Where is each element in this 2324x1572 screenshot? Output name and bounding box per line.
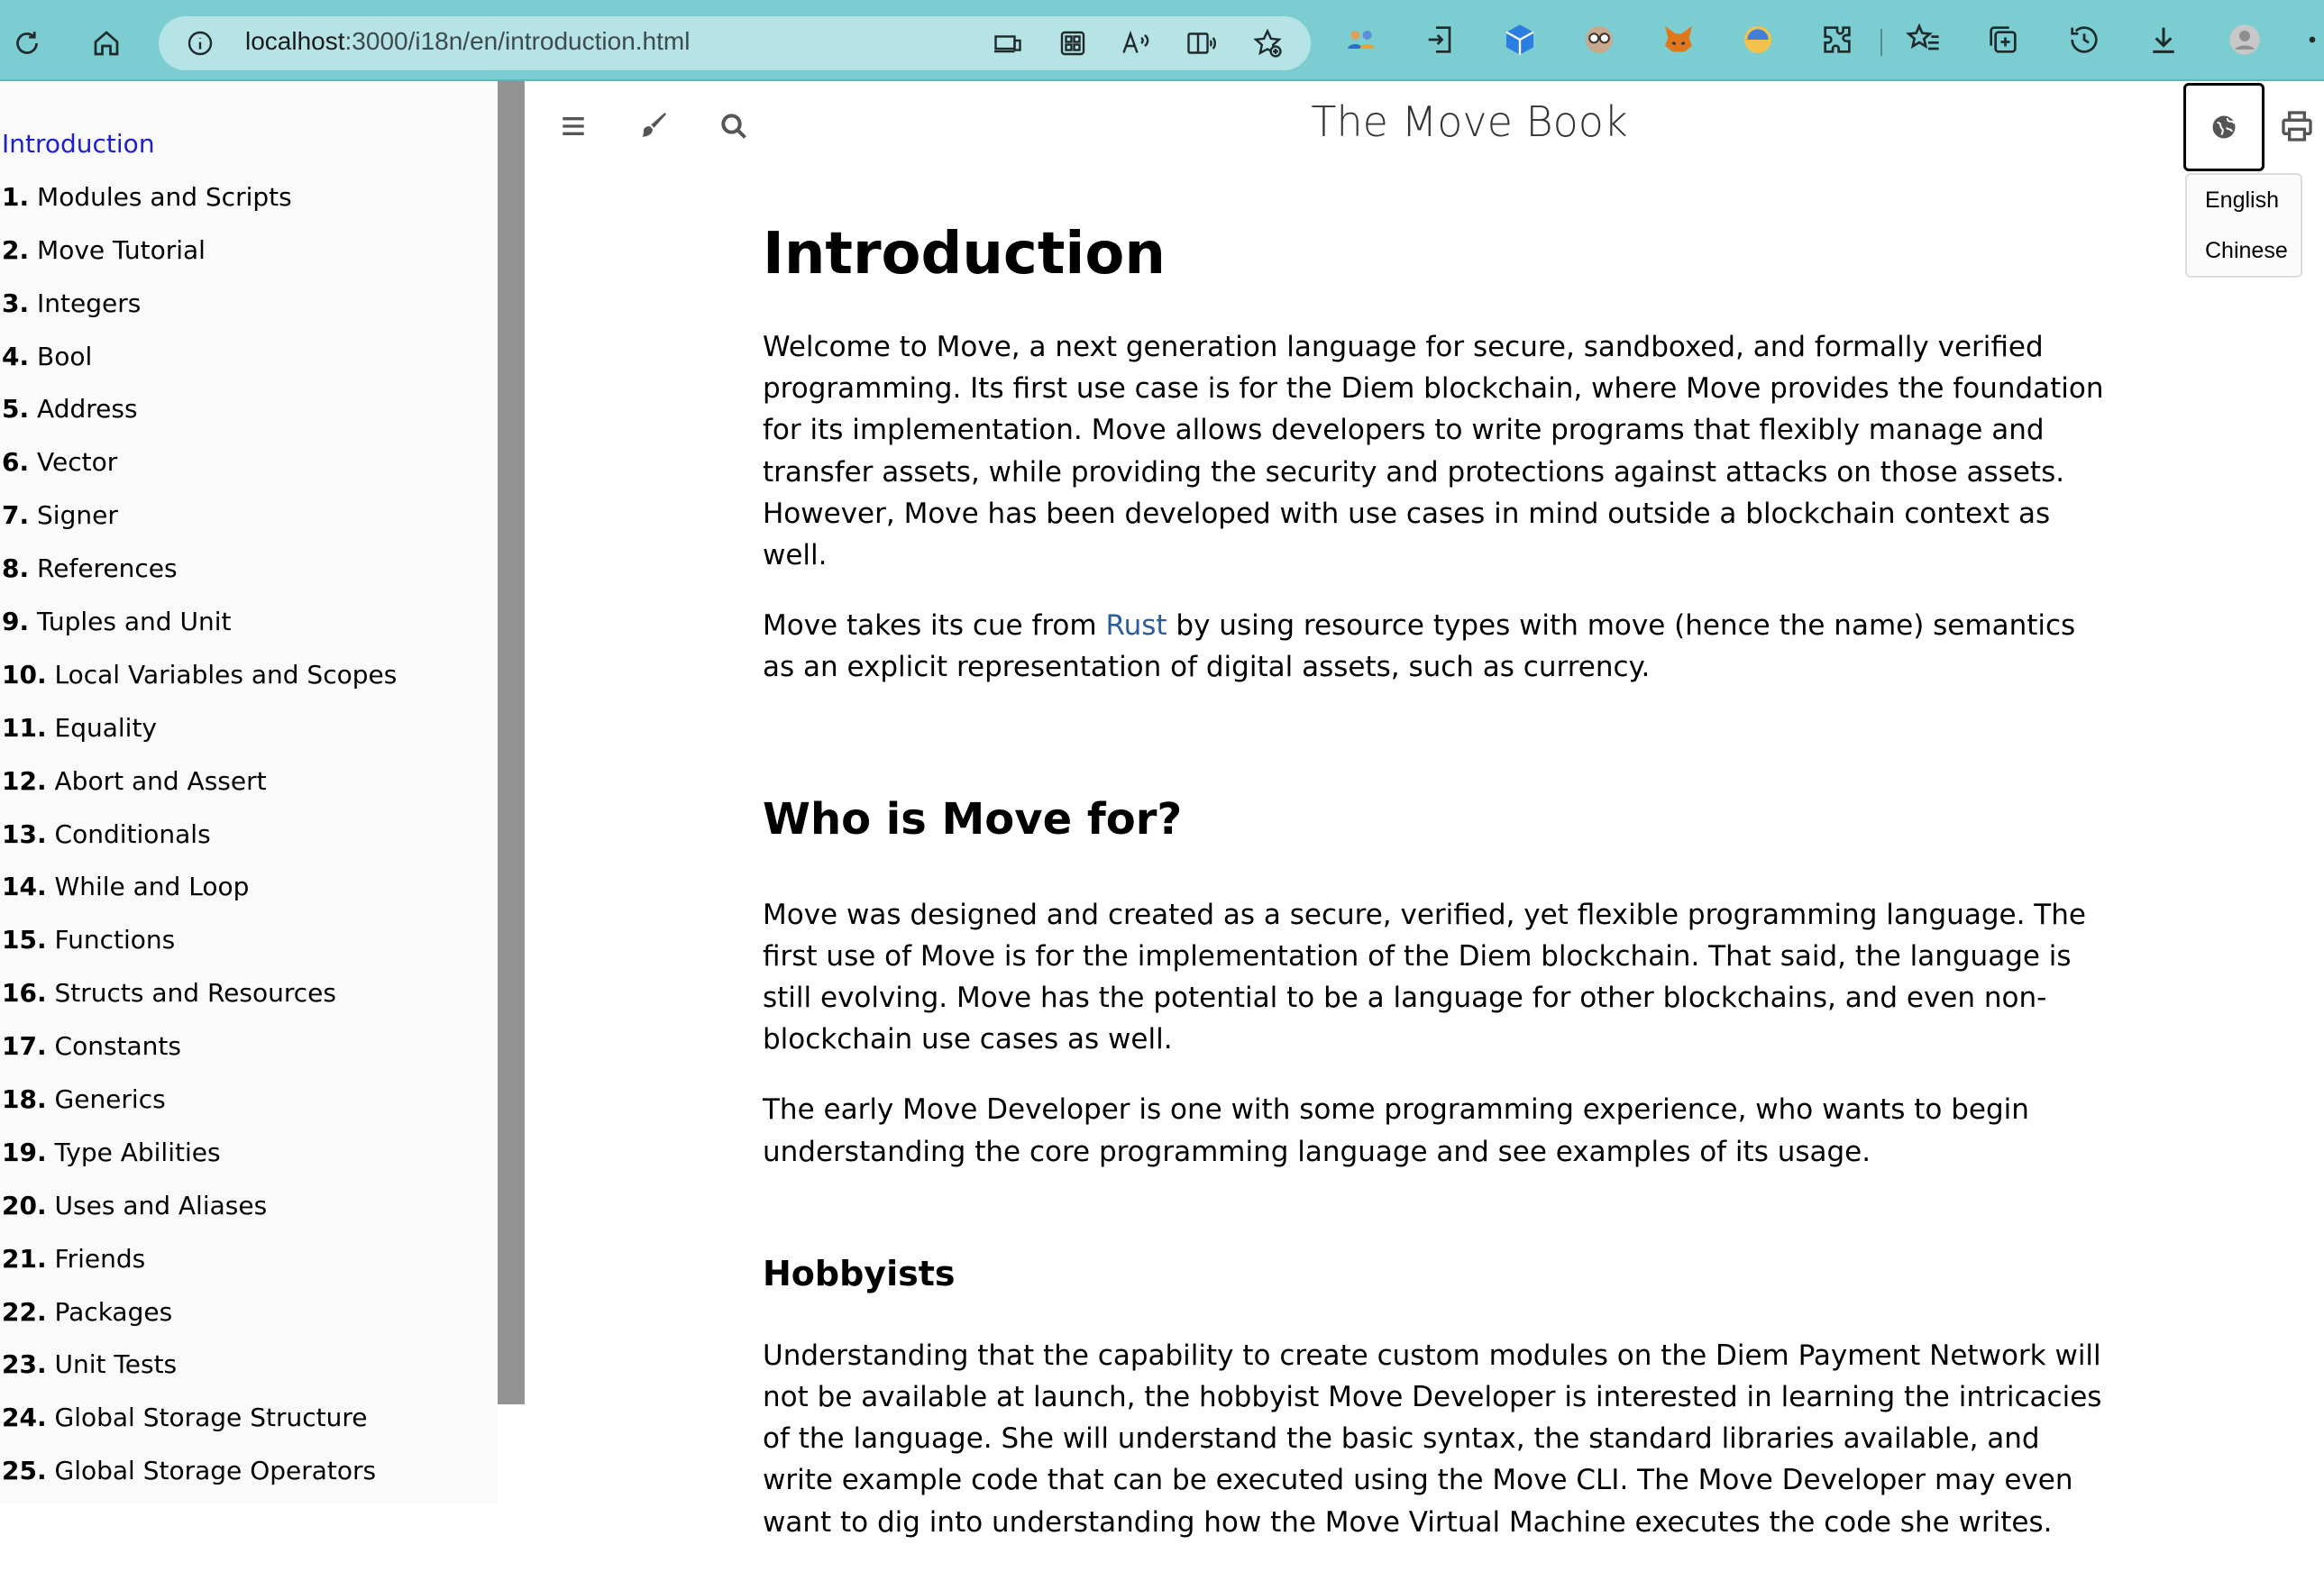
hamburger-icon xyxy=(555,108,591,144)
sidebar-item-label: While and Loop xyxy=(54,872,250,902)
sidebar-item-label: Generics xyxy=(54,1084,166,1115)
sidebar-item-label: Global Storage Structure xyxy=(54,1403,368,1433)
wallet-extension-icon[interactable] xyxy=(1738,20,1778,59)
sidebar-item-number: 18. xyxy=(2,1084,47,1115)
sidebar-item-label: Packages xyxy=(54,1296,173,1327)
sidebar-item[interactable] xyxy=(0,1347,498,1400)
paintbrush-icon xyxy=(635,108,671,144)
sidebar-item-label: Constants xyxy=(54,1031,181,1062)
sidebar-item-label: Global Storage Operators xyxy=(54,1456,377,1486)
downloads-icon[interactable] xyxy=(2144,20,2183,59)
book-title: The Move Book xyxy=(1311,97,1628,146)
globe-icon xyxy=(2210,114,2237,141)
cube-extension-icon[interactable] xyxy=(1500,20,1540,59)
sidebar-item-number: 23. xyxy=(2,1349,47,1380)
sidebar-item-number: 3. xyxy=(2,288,30,318)
sidebar-item-number: 8. xyxy=(2,553,30,584)
apps-icon[interactable] xyxy=(1057,27,1089,59)
sidebar-item-number: 15. xyxy=(2,925,47,955)
sidebar-item[interactable] xyxy=(0,1400,498,1453)
browser-toolbar xyxy=(0,0,2324,81)
language-toggle-button[interactable] xyxy=(2183,83,2265,171)
sidebar-item[interactable] xyxy=(0,817,498,870)
sidebar-item-label: Move Tutorial xyxy=(37,234,206,265)
collections-icon[interactable] xyxy=(1983,20,2023,59)
sidebar-item-number: 7. xyxy=(2,500,30,531)
sidebar-item-label: Type Abilities xyxy=(54,1137,221,1167)
more-menu-icon[interactable] xyxy=(2301,20,2324,59)
sidebar-item[interactable] xyxy=(0,1188,498,1241)
sidebar-item[interactable] xyxy=(0,975,498,1028)
sidebar-item[interactable] xyxy=(0,391,498,444)
sidebar-item[interactable] xyxy=(0,604,498,657)
sign-in-icon[interactable] xyxy=(1421,20,1460,59)
hobbyists-paragraph: Understanding that the capability to create custom modules on the Diem Payment Network will not be available at launch, the hobbyist Move Developer is interested in learning the intricacies of the language. She will understand the basic syntax, the standard libraries available, and write example code that can be executed using the Move CLI. The Move Developer may even want to dig into understanding how the Move Virtual Machine executes the code she writes. xyxy=(763,1339,2102,1539)
print-button[interactable] xyxy=(2279,108,2315,144)
language-option-english[interactable]: English xyxy=(2205,187,2279,213)
sidebar-item-number: 11. xyxy=(2,712,47,743)
sidebar-item-number: 10. xyxy=(2,659,47,690)
profile-avatar[interactable] xyxy=(2225,20,2265,59)
history-icon[interactable] xyxy=(2064,20,2104,59)
url-text: localhost:3000/i18n/en/introduction.html xyxy=(245,27,691,55)
sidebar-item-label: Structs and Resources xyxy=(54,978,336,1009)
table-of-contents xyxy=(0,81,498,1506)
sidebar-item-number: 16. xyxy=(2,978,47,1009)
sidebar-item-label: Conditionals xyxy=(54,818,211,849)
section-heading-who-is-move-for: Who is Move for? xyxy=(763,793,1183,845)
sidebar-item[interactable] xyxy=(0,126,498,179)
home-button[interactable] xyxy=(81,18,132,69)
who-paragraph: Move was designed and created as a secure, verified, yet flexible programming language. The first use of Move is for the implementation of the Diem blockchain. That said, the language is still evolving. Move has the potential to be a language for other blockchains, and even non-blockchain use cases as well. xyxy=(763,898,2086,1056)
sidebar-item-label: Signer xyxy=(37,500,118,531)
refresh-icon xyxy=(11,27,43,59)
sidebar-item-number: 25. xyxy=(2,1456,47,1486)
sidebar-item-label: Tuples and Unit xyxy=(37,607,232,637)
sidebar-item-label: References xyxy=(37,553,178,584)
sidebar-item[interactable] xyxy=(0,444,498,498)
sidebar-item-number: 22. xyxy=(2,1296,47,1327)
sidebar-item-label: Abort and Assert xyxy=(54,765,267,796)
extensions-puzzle-icon[interactable] xyxy=(1817,20,1857,59)
sidebar-item-number: 2. xyxy=(2,234,30,265)
theme-button[interactable] xyxy=(635,108,671,144)
rust-paragraph: Move takes its cue from Rust by using resource types with move (hence the name) semantics as an explicit representation of digital assets, such as currency. xyxy=(763,609,2076,684)
add-favorite-icon[interactable] xyxy=(1251,27,1284,59)
sidebar-item-number: 6. xyxy=(2,447,30,478)
refresh-button[interactable] xyxy=(2,18,52,69)
sidebar-item-label: Address xyxy=(37,394,138,425)
rust-link[interactable]: Rust xyxy=(1105,609,1167,643)
sidebar-item-number: 24. xyxy=(2,1403,47,1433)
metamask-fox-icon[interactable] xyxy=(1659,20,1698,59)
sidebar-item[interactable] xyxy=(0,1453,498,1506)
sidebar-item[interactable] xyxy=(0,498,498,551)
sidebar-item-number: 20. xyxy=(2,1190,47,1220)
sidebar-item[interactable] xyxy=(0,657,498,710)
immersive-reader-icon[interactable] xyxy=(1185,27,1217,59)
toggle-sidebar-button[interactable] xyxy=(555,108,591,144)
sidebar-item-number: 14. xyxy=(2,872,47,902)
sidebar-item-number: 19. xyxy=(2,1137,47,1167)
sidebar-item[interactable] xyxy=(0,179,498,233)
sidebar-item[interactable] xyxy=(0,339,498,392)
sidebar-item-label: Integers xyxy=(37,288,142,318)
sidebar-item[interactable] xyxy=(0,1082,498,1135)
sidebar-item[interactable] xyxy=(0,710,498,763)
printer-icon xyxy=(2279,108,2315,144)
chapter-sidebar xyxy=(0,81,498,1503)
sidebar-item-label: Uses and Aliases xyxy=(54,1190,268,1220)
extension-people-icon[interactable] xyxy=(1341,20,1381,59)
intro-paragraph: Welcome to Move, a next generation language for secure, sandboxed, and formally verified programming. Its first use case is for the Diem blockchain, where Move provides the foundation for its implementation. Move allows developers to write programs that flexibly manage and transfer assets, while providing the security and protections against attacks on those assets. However, Move has been developed with use cases in mind outside a blockchain context as well. xyxy=(763,331,2104,572)
sidebar-item[interactable] xyxy=(0,286,498,339)
sidebar-item[interactable] xyxy=(0,1028,498,1082)
main-content xyxy=(763,207,2115,1572)
sidebar-item-label: Vector xyxy=(37,447,118,478)
sidebar-item-label: Bool xyxy=(37,341,93,371)
info-icon[interactable] xyxy=(186,29,215,58)
sidebar-item-number: 5. xyxy=(2,394,30,425)
sidebar-item-label: Unit Tests xyxy=(54,1349,178,1380)
sidebar-item-label: Local Variables and Scopes xyxy=(54,659,398,690)
sidebar-item-number: 17. xyxy=(2,1031,47,1062)
page-title: Introduction xyxy=(763,221,1166,288)
sidebar-item-number: 12. xyxy=(2,765,47,796)
toolbar-separator xyxy=(1880,29,1882,56)
sidebar-item-label: Functions xyxy=(54,925,176,955)
sidebar-item-label: Introduction xyxy=(2,129,155,159)
sidebar-item-label: Modules and Scripts xyxy=(37,181,292,212)
goggles-extension-icon[interactable] xyxy=(1579,20,1619,59)
language-menu xyxy=(2185,173,2302,278)
sidebar-item[interactable] xyxy=(0,922,498,975)
read-aloud-icon[interactable] xyxy=(1120,27,1152,59)
sidebar-item[interactable] xyxy=(0,233,498,286)
address-bar[interactable] xyxy=(159,16,1311,70)
sidebar-item-label: Friends xyxy=(54,1243,146,1274)
sidebar-scrollbar[interactable] xyxy=(498,81,525,1404)
search-button[interactable] xyxy=(716,108,752,144)
sidebar-item-number: 13. xyxy=(2,818,47,849)
sidebar-item[interactable] xyxy=(0,869,498,922)
home-icon xyxy=(90,27,123,59)
sidebar-item[interactable] xyxy=(0,763,498,817)
favorites-icon[interactable] xyxy=(1904,20,1944,59)
sidebar-item[interactable] xyxy=(0,551,498,604)
sidebar-item[interactable] xyxy=(0,1241,498,1294)
section-heading-hobbyists: Hobbyists xyxy=(763,1253,956,1293)
sidebar-item[interactable] xyxy=(0,1135,498,1188)
sidebar-item-number: 9. xyxy=(2,607,30,637)
early-developer-paragraph: The early Move Developer is one with some programming experience, who wants to begin understanding the core programming language and see examples of its usage. xyxy=(763,1093,2029,1168)
language-option-chinese[interactable]: Chinese xyxy=(2205,238,2288,263)
sidebar-item-number: 21. xyxy=(2,1243,47,1274)
device-icon[interactable] xyxy=(992,27,1024,59)
sidebar-item-number: 1. xyxy=(2,181,30,212)
sidebar-item-number: 4. xyxy=(2,341,30,371)
sidebar-item-label: Equality xyxy=(54,712,157,743)
sidebar-item[interactable] xyxy=(0,1294,498,1348)
search-icon xyxy=(716,108,752,144)
